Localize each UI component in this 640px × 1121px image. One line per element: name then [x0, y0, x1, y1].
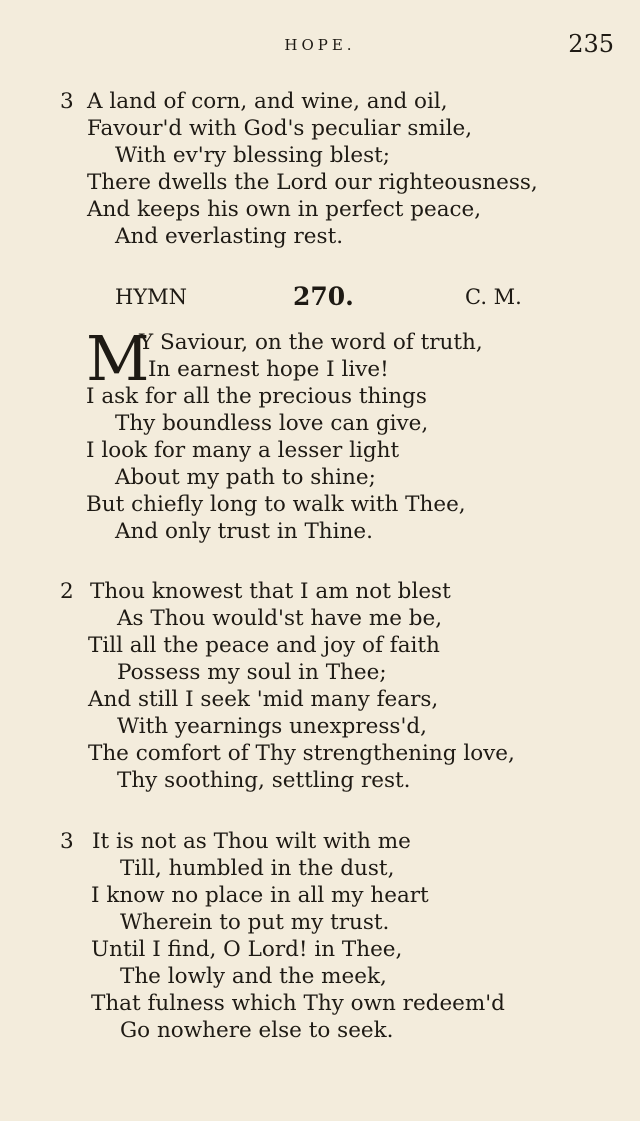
verse-line: That fulness which Thy own redeem'd	[91, 991, 505, 1016]
verse-line: As Thou would'st have me be,	[117, 606, 443, 631]
verse-line: There dwells the Lord our righteousness,	[87, 170, 538, 195]
running-title: HOPE.	[284, 36, 356, 54]
verse-line: Wherein to put my trust.	[120, 910, 390, 935]
verse-line: Y Saviour, on the word of truth,	[139, 330, 483, 355]
page-number: 235	[568, 30, 614, 58]
verse-line: In earnest hope I live!	[148, 357, 389, 382]
verse-line: Go nowhere else to seek.	[120, 1018, 394, 1043]
verse-line: Till, humbled in the dust,	[120, 856, 395, 881]
verse-line: I know no place in all my heart	[91, 883, 429, 908]
drop-cap: M	[86, 322, 150, 395]
verse-line: The comfort of Thy strengthening love,	[88, 741, 515, 766]
verse-line: And keeps his own in perfect peace,	[87, 197, 482, 222]
verse-line: The lowly and the meek,	[120, 964, 387, 989]
verse-number: 2	[60, 579, 74, 604]
verse-line: It is not as Thou wilt with me	[92, 829, 411, 854]
verse-line: Thy boundless love can give,	[115, 411, 429, 436]
verse-number: 3	[60, 829, 74, 854]
hymn-meter: C. M.	[465, 285, 522, 309]
verse-line: But chiefly long to walk with Thee,	[86, 492, 466, 517]
verse-line: And only trust in Thine.	[115, 519, 373, 544]
verse-line: I ask for all the precious things	[86, 384, 427, 409]
verse-line: With ev'ry blessing blest;	[115, 143, 390, 168]
verse-line: Thy soothing, settling rest.	[117, 768, 411, 793]
verse-line: Favour'd with God's peculiar smile,	[87, 116, 473, 141]
verse-line: Until I find, O Lord! in Thee,	[91, 937, 403, 962]
verse-line: Till all the peace and joy of faith	[88, 633, 440, 658]
verse-line: And everlasting rest.	[115, 224, 344, 249]
verse-line: A land of corn, and wine, and oil,	[87, 89, 448, 114]
hymn-number: 270.	[293, 282, 354, 311]
verse-line: About my path to shine;	[115, 465, 376, 490]
verse-line: And still I seek 'mid many fears,	[88, 687, 439, 712]
verse-line: I look for many a lesser light	[86, 438, 400, 463]
verse-line: Thou knowest that I am not blest	[90, 579, 451, 604]
verse-line: With yearnings unexpress'd,	[117, 714, 427, 739]
verse-number: 3	[60, 89, 74, 114]
hymn-label: HYMN	[115, 285, 188, 309]
verse-line: Possess my soul in Thee;	[117, 660, 387, 685]
